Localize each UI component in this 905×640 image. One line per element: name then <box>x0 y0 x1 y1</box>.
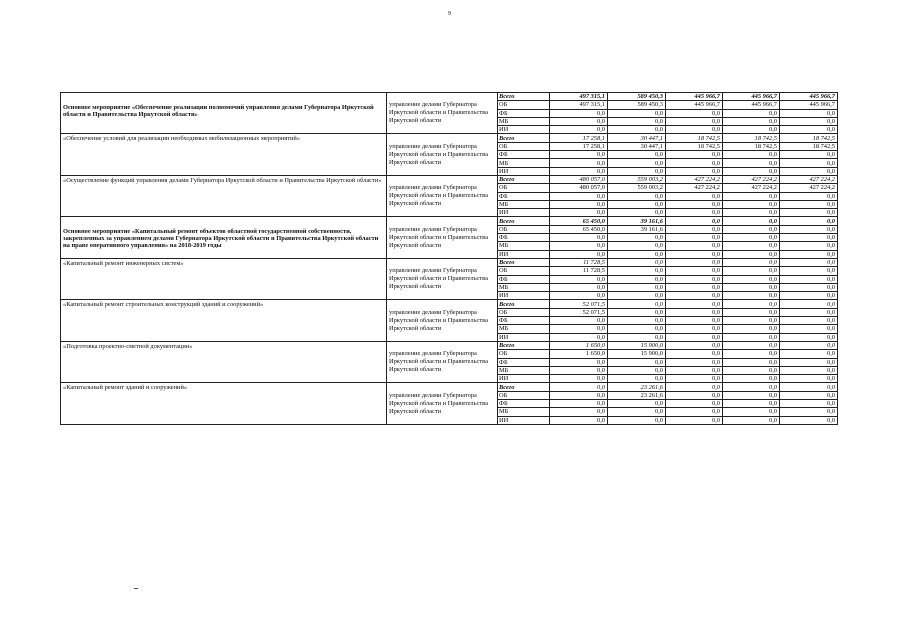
funding-source-cell: ОБ <box>498 142 550 150</box>
amount-cell: 18 742,5 <box>780 142 838 150</box>
amount-cell: 0,0 <box>666 109 723 117</box>
amount-cell: 18 742,5 <box>723 142 780 150</box>
funding-source-cell: ОБ <box>498 225 550 233</box>
amount-cell: 0,0 <box>780 117 838 125</box>
amount-cell: 0,0 <box>723 117 780 125</box>
amount-cell: 0,0 <box>723 217 780 225</box>
amount-cell: 427 224,2 <box>666 184 723 192</box>
funding-source-cell: ОБ <box>498 184 550 192</box>
amount-cell: 0,0 <box>608 167 666 175</box>
amount-cell: 0,0 <box>550 391 608 399</box>
amount-cell: 427 224,2 <box>780 184 838 192</box>
amount-cell: 0,0 <box>723 350 780 358</box>
funding-source-cell: ОБ <box>498 267 550 275</box>
amount-cell: 18 742,5 <box>780 134 838 142</box>
amount-cell: 0,0 <box>666 391 723 399</box>
amount-cell: 497 315,1 <box>550 93 608 101</box>
amount-cell: 0,0 <box>608 308 666 316</box>
amount-cell: 559 003,2 <box>608 175 666 183</box>
amount-cell: 0,0 <box>780 358 838 366</box>
amount-cell: 18 742,5 <box>666 142 723 150</box>
amount-cell: 445 966,7 <box>723 101 780 109</box>
amount-cell: 0,0 <box>723 325 780 333</box>
executor-cell: управление делами Губернатора Иркутской области и Правительства Иркутской области <box>387 217 498 258</box>
funding-source-cell: МБ <box>498 117 550 125</box>
activity-name-text: «Подготовка проектно-сметной документации» <box>63 342 193 350</box>
amount-cell: 0,0 <box>723 234 780 242</box>
amount-cell: 0,0 <box>608 408 666 416</box>
amount-cell: 497 315,1 <box>550 101 608 109</box>
amount-cell: 1 650,0 <box>550 350 608 358</box>
amount-cell: 0,0 <box>666 242 723 250</box>
amount-cell: 0,0 <box>608 159 666 167</box>
amount-cell: 0,0 <box>723 267 780 275</box>
amount-cell: 0,0 <box>723 209 780 217</box>
funding-source-cell: МБ <box>498 283 550 291</box>
amount-cell: 0,0 <box>608 300 666 308</box>
amount-cell: 445 966,7 <box>666 101 723 109</box>
amount-cell: 11 728,5 <box>550 267 608 275</box>
amount-cell: 0,0 <box>723 333 780 341</box>
amount-cell: 0,0 <box>780 159 838 167</box>
amount-cell: 0,0 <box>666 350 723 358</box>
amount-cell: 0,0 <box>723 366 780 374</box>
amount-cell: 0,0 <box>723 109 780 117</box>
amount-cell: 23 261,6 <box>608 391 666 399</box>
amount-cell: 0,0 <box>550 383 608 391</box>
amount-cell: 0,0 <box>666 341 723 349</box>
amount-cell: 0,0 <box>780 126 838 134</box>
amount-cell: 0,0 <box>723 275 780 283</box>
amount-cell: 0,0 <box>550 317 608 325</box>
amount-cell: 0,0 <box>666 200 723 208</box>
funding-source-cell: ФБ <box>498 317 550 325</box>
amount-cell: 0,0 <box>723 375 780 383</box>
bottom-mark <box>134 588 138 589</box>
budget-table-body <box>61 93 838 425</box>
amount-cell: 0,0 <box>608 209 666 217</box>
activity-name-text: «Обеспечение условий для реализации необходимых мобилизационных мероприятий» <box>63 135 301 143</box>
amount-cell: 0,0 <box>550 109 608 117</box>
amount-cell: 0,0 <box>666 117 723 125</box>
amount-cell: 0,0 <box>550 333 608 341</box>
amount-cell: 0,0 <box>780 408 838 416</box>
funding-source-cell: ИИ <box>498 126 550 134</box>
amount-cell: 0,0 <box>608 375 666 383</box>
executor-cell: управление делами Губернатора Иркутской области и Правительства Иркутской области <box>387 93 498 134</box>
amount-cell: 0,0 <box>666 167 723 175</box>
amount-cell: 18 742,5 <box>723 134 780 142</box>
amount-cell: 0,0 <box>550 250 608 258</box>
amount-cell: 0,0 <box>666 234 723 242</box>
amount-cell: 0,0 <box>780 217 838 225</box>
amount-cell: 0,0 <box>666 358 723 366</box>
amount-cell: 0,0 <box>780 383 838 391</box>
amount-cell: 0,0 <box>608 126 666 134</box>
amount-cell: 0,0 <box>608 234 666 242</box>
page-number: 9 <box>448 11 451 17</box>
amount-cell: 0,0 <box>608 358 666 366</box>
budget-table <box>60 92 838 425</box>
amount-cell: 0,0 <box>666 317 723 325</box>
amount-cell: 0,0 <box>550 283 608 291</box>
amount-cell: 0,0 <box>608 117 666 125</box>
amount-cell: 17 258,1 <box>550 142 608 150</box>
amount-cell: 0,0 <box>666 416 723 424</box>
funding-source-cell: ФБ <box>498 109 550 117</box>
funding-source-cell: ИИ <box>498 292 550 300</box>
amount-cell: 0,0 <box>723 225 780 233</box>
amount-cell: 0,0 <box>608 292 666 300</box>
amount-cell: 0,0 <box>550 375 608 383</box>
amount-cell: 18 742,5 <box>666 134 723 142</box>
amount-cell: 480 057,0 <box>550 175 608 183</box>
amount-cell: 0,0 <box>723 308 780 316</box>
amount-cell: 0,0 <box>666 267 723 275</box>
amount-cell: 0,0 <box>666 192 723 200</box>
amount-cell: 0,0 <box>550 209 608 217</box>
funding-source-cell: ОБ <box>498 391 550 399</box>
amount-cell: 0,0 <box>550 399 608 407</box>
funding-source-cell: Всего <box>498 383 550 391</box>
funding-source-cell: МБ <box>498 159 550 167</box>
amount-cell: 0,0 <box>780 275 838 283</box>
amount-cell: 17 258,1 <box>550 134 608 142</box>
amount-cell: 589 450,3 <box>608 93 666 101</box>
amount-cell: 0,0 <box>666 283 723 291</box>
amount-cell: 0,0 <box>608 258 666 266</box>
amount-cell: 0,0 <box>780 283 838 291</box>
amount-cell: 0,0 <box>723 192 780 200</box>
amount-cell: 0,0 <box>780 167 838 175</box>
amount-cell: 0,0 <box>723 317 780 325</box>
activity-name-text: «Капитальный ремонт зданий и сооружений» <box>63 384 188 392</box>
funding-source-cell: ИИ <box>498 250 550 258</box>
amount-cell: 0,0 <box>608 399 666 407</box>
activity-name <box>61 134 387 175</box>
funding-source-cell: МБ <box>498 366 550 374</box>
amount-cell: 0,0 <box>608 275 666 283</box>
amount-cell: 39 161,6 <box>608 225 666 233</box>
amount-cell: 0,0 <box>723 167 780 175</box>
amount-cell: 0,0 <box>550 325 608 333</box>
activity-name <box>61 300 387 341</box>
funding-source-cell: ИИ <box>498 167 550 175</box>
amount-cell: 0,0 <box>608 242 666 250</box>
funding-source-cell: МБ <box>498 325 550 333</box>
amount-cell: 0,0 <box>780 391 838 399</box>
funding-source-cell: МБ <box>498 408 550 416</box>
funding-source-cell: ИИ <box>498 209 550 217</box>
funding-source-cell: Всего <box>498 175 550 183</box>
amount-cell: 559 003,2 <box>608 184 666 192</box>
funding-source-cell: ИИ <box>498 375 550 383</box>
executor-cell: управление делами Губернатора Иркутской области и Правительства Иркутской области <box>387 258 498 299</box>
main-activity-name <box>61 93 387 134</box>
executor-cell: управление делами Губернатора Иркутской области и Правительства Иркутской области <box>387 341 498 382</box>
amount-cell: 0,0 <box>666 225 723 233</box>
amount-cell: 0,0 <box>608 416 666 424</box>
amount-cell: 0,0 <box>723 358 780 366</box>
funding-source-cell: Всего <box>498 134 550 142</box>
activity-name-text: Основное мероприятие «Обеспечение реализации полномочий управления делами Губернатора Иркутской области и Правительства Иркутской области» <box>63 104 374 118</box>
funding-source-cell: Всего <box>498 300 550 308</box>
amount-cell: 0,0 <box>780 350 838 358</box>
amount-cell: 589 450,3 <box>608 101 666 109</box>
amount-cell: 0,0 <box>780 399 838 407</box>
amount-cell: 15 900,0 <box>608 350 666 358</box>
amount-cell: 0,0 <box>780 192 838 200</box>
amount-cell: 0,0 <box>780 333 838 341</box>
amount-cell: 11 728,5 <box>550 258 608 266</box>
main-activity-name <box>61 217 387 258</box>
total-row <box>61 134 838 142</box>
amount-cell: 65 450,0 <box>550 225 608 233</box>
amount-cell: 0,0 <box>780 416 838 424</box>
amount-cell: 0,0 <box>550 117 608 125</box>
amount-cell: 0,0 <box>723 399 780 407</box>
amount-cell: 427 224,2 <box>723 184 780 192</box>
amount-cell: 0,0 <box>780 325 838 333</box>
amount-cell: 23 261,6 <box>608 383 666 391</box>
funding-source-cell: Всего <box>498 93 550 101</box>
amount-cell: 0,0 <box>780 300 838 308</box>
amount-cell: 445 966,7 <box>666 93 723 101</box>
amount-cell: 0,0 <box>780 267 838 275</box>
amount-cell: 15 900,0 <box>608 341 666 349</box>
amount-cell: 0,0 <box>780 308 838 316</box>
amount-cell: 30 447,1 <box>608 142 666 150</box>
amount-cell: 0,0 <box>666 258 723 266</box>
amount-cell: 0,0 <box>780 375 838 383</box>
amount-cell: 0,0 <box>550 358 608 366</box>
amount-cell: 0,0 <box>723 159 780 167</box>
funding-source-cell: ФБ <box>498 192 550 200</box>
amount-cell: 0,0 <box>780 200 838 208</box>
total-row <box>61 383 838 391</box>
amount-cell: 0,0 <box>608 333 666 341</box>
amount-cell: 0,0 <box>666 126 723 134</box>
amount-cell: 0,0 <box>666 250 723 258</box>
amount-cell: 480 057,0 <box>550 184 608 192</box>
amount-cell: 0,0 <box>780 366 838 374</box>
activity-name <box>61 341 387 382</box>
amount-cell: 0,0 <box>666 333 723 341</box>
amount-cell: 52 071,5 <box>550 300 608 308</box>
amount-cell: 0,0 <box>780 341 838 349</box>
executor-cell: управление делами Губернатора Иркутской области и Правительства Иркутской области <box>387 300 498 341</box>
funding-source-cell: ФБ <box>498 358 550 366</box>
amount-cell: 0,0 <box>608 267 666 275</box>
amount-cell: 0,0 <box>723 341 780 349</box>
total-row <box>61 341 838 349</box>
amount-cell: 0,0 <box>723 383 780 391</box>
amount-cell: 0,0 <box>780 292 838 300</box>
amount-cell: 0,0 <box>608 192 666 200</box>
activity-name <box>61 258 387 299</box>
executor-cell: управление делами Губернатора Иркутской области и Правительства Иркутской области <box>387 175 498 216</box>
amount-cell: 0,0 <box>723 250 780 258</box>
amount-cell: 1 650,0 <box>550 341 608 349</box>
amount-cell: 0,0 <box>666 300 723 308</box>
amount-cell: 0,0 <box>550 366 608 374</box>
amount-cell: 0,0 <box>666 159 723 167</box>
activity-name-text: «Капитальный ремонт строительных конструкций зданий и сооружений» <box>63 301 264 309</box>
funding-source-cell: ИИ <box>498 333 550 341</box>
amount-cell: 0,0 <box>780 151 838 159</box>
amount-cell: 0,0 <box>550 192 608 200</box>
funding-source-cell: ИИ <box>498 416 550 424</box>
amount-cell: 0,0 <box>666 275 723 283</box>
amount-cell: 0,0 <box>550 200 608 208</box>
amount-cell: 427 224,2 <box>723 175 780 183</box>
amount-cell: 0,0 <box>780 317 838 325</box>
amount-cell: 0,0 <box>666 375 723 383</box>
funding-source-cell: ОБ <box>498 308 550 316</box>
amount-cell: 0,0 <box>666 217 723 225</box>
total-row <box>61 175 838 183</box>
amount-cell: 0,0 <box>608 283 666 291</box>
amount-cell: 0,0 <box>666 366 723 374</box>
amount-cell: 0,0 <box>780 258 838 266</box>
amount-cell: 0,0 <box>780 109 838 117</box>
funding-source-cell: Всего <box>498 258 550 266</box>
amount-cell: 0,0 <box>608 325 666 333</box>
amount-cell: 0,0 <box>550 416 608 424</box>
amount-cell: 0,0 <box>608 250 666 258</box>
amount-cell: 0,0 <box>666 408 723 416</box>
amount-cell: 0,0 <box>780 225 838 233</box>
amount-cell: 0,0 <box>723 408 780 416</box>
amount-cell: 0,0 <box>780 250 838 258</box>
amount-cell: 0,0 <box>550 126 608 134</box>
amount-cell: 0,0 <box>723 258 780 266</box>
amount-cell: 65 450,0 <box>550 217 608 225</box>
amount-cell: 0,0 <box>550 234 608 242</box>
amount-cell: 0,0 <box>666 383 723 391</box>
funding-source-cell: ФБ <box>498 234 550 242</box>
funding-source-cell: ФБ <box>498 151 550 159</box>
funding-source-cell: ФБ <box>498 275 550 283</box>
executor-cell: управление делами Губернатора Иркутской области и Правительства Иркутской области <box>387 383 498 424</box>
funding-source-cell: ОБ <box>498 101 550 109</box>
amount-cell: 39 161,6 <box>608 217 666 225</box>
funding-source-cell: Всего <box>498 217 550 225</box>
amount-cell: 0,0 <box>666 209 723 217</box>
amount-cell: 0,0 <box>608 317 666 325</box>
total-row <box>61 217 838 225</box>
funding-source-cell: ОБ <box>498 350 550 358</box>
amount-cell: 427 224,2 <box>780 175 838 183</box>
amount-cell: 0,0 <box>666 151 723 159</box>
amount-cell: 0,0 <box>666 399 723 407</box>
amount-cell: 0,0 <box>723 242 780 250</box>
amount-cell: 0,0 <box>550 292 608 300</box>
amount-cell: 0,0 <box>608 109 666 117</box>
amount-cell: 30 447,1 <box>608 134 666 142</box>
amount-cell: 0,0 <box>666 308 723 316</box>
executor-cell: управление делами Губернатора Иркутской области и Правительства Иркутской области <box>387 134 498 175</box>
amount-cell: 445 966,7 <box>780 93 838 101</box>
amount-cell: 445 966,7 <box>780 101 838 109</box>
amount-cell: 0,0 <box>723 292 780 300</box>
amount-cell: 0,0 <box>608 366 666 374</box>
amount-cell: 0,0 <box>780 242 838 250</box>
funding-source-cell: МБ <box>498 242 550 250</box>
activity-name <box>61 175 387 216</box>
amount-cell: 0,0 <box>666 325 723 333</box>
total-row <box>61 258 838 266</box>
amount-cell: 0,0 <box>780 234 838 242</box>
amount-cell: 0,0 <box>666 292 723 300</box>
amount-cell: 0,0 <box>550 242 608 250</box>
amount-cell: 0,0 <box>723 151 780 159</box>
amount-cell: 445 966,7 <box>723 93 780 101</box>
total-row <box>61 300 838 308</box>
amount-cell: 0,0 <box>608 200 666 208</box>
amount-cell: 0,0 <box>550 408 608 416</box>
amount-cell: 0,0 <box>780 209 838 217</box>
activity-name <box>61 383 387 424</box>
amount-cell: 0,0 <box>550 159 608 167</box>
amount-cell: 0,0 <box>723 300 780 308</box>
amount-cell: 52 071,5 <box>550 308 608 316</box>
amount-cell: 427 224,2 <box>666 175 723 183</box>
amount-cell: 0,0 <box>550 167 608 175</box>
total-row <box>61 93 838 101</box>
amount-cell: 0,0 <box>723 416 780 424</box>
activity-name-text: Основное мероприятие «Капитальный ремонт объектов областной государственной собственности, закрепленных за управлением делами Губернатора Иркутской области и Правительства Иркутской области на праве оперативного управления» на 2018-2019 годы <box>63 228 379 250</box>
activity-name-text: «Капитальный ремонт инженерных систем» <box>63 259 184 267</box>
funding-source-cell: Всего <box>498 341 550 349</box>
activity-name-text: «Осуществление функций управления делами Губернатора Иркутской области и Правительства Иркутской области» <box>63 176 382 184</box>
funding-source-cell: ФБ <box>498 399 550 407</box>
amount-cell: 0,0 <box>550 275 608 283</box>
amount-cell: 0,0 <box>723 200 780 208</box>
amount-cell: 0,0 <box>550 151 608 159</box>
amount-cell: 0,0 <box>723 283 780 291</box>
amount-cell: 0,0 <box>723 391 780 399</box>
amount-cell: 0,0 <box>608 151 666 159</box>
funding-source-cell: МБ <box>498 200 550 208</box>
amount-cell: 0,0 <box>723 126 780 134</box>
